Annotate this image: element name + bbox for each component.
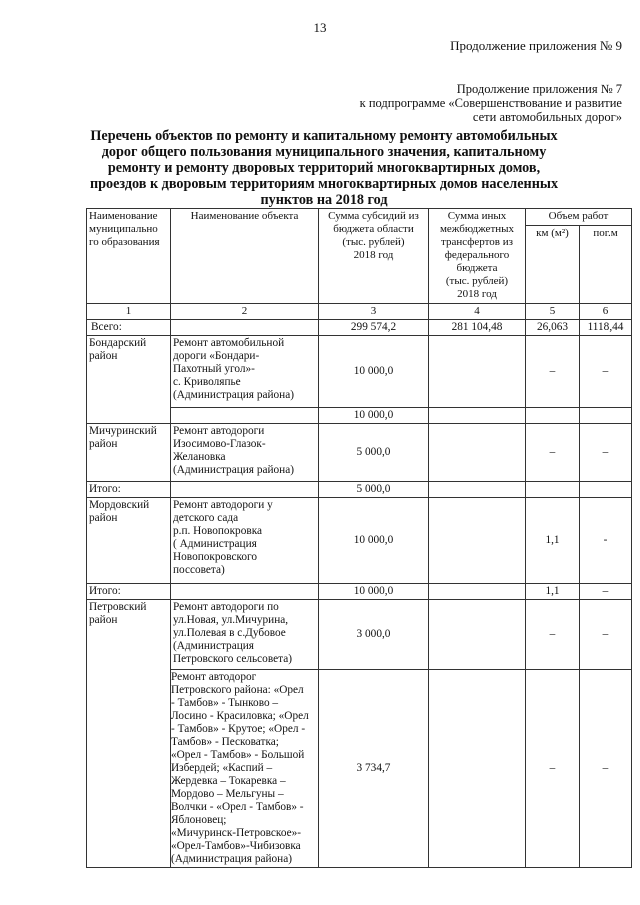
object-line: Изосимово-Глазок- [173, 438, 266, 450]
object-line: Пахотный угол»- [173, 363, 255, 375]
municipality-name: Мордовский [89, 499, 150, 511]
header-text: бюджета [456, 262, 498, 274]
municipality-name: район [89, 350, 118, 362]
municipality-name: Петровский [89, 601, 147, 613]
empty-cell [526, 482, 580, 498]
total-sum: 299 574,2 [319, 320, 429, 336]
empty-cell [429, 498, 526, 584]
appendix-7-line: сети автомобильных дорог» [472, 110, 622, 124]
title-line: дорог общего пользования муниципального значения, капитальному [101, 144, 547, 160]
subtotal-row [87, 584, 632, 600]
header-regional-subsidies [319, 209, 429, 304]
column-number: 2 [171, 304, 319, 320]
object-line: детского сада [173, 512, 239, 524]
empty-cell [526, 408, 580, 424]
header-text: бюджета области [333, 223, 414, 235]
subsidy-value: 10 000,0 [319, 498, 429, 584]
header-federal-transfers [429, 209, 526, 304]
appendix-7-line: Продолжение приложения № 7 [456, 82, 622, 96]
header-work-volume: Объем работ [526, 209, 632, 226]
object-cell [171, 670, 319, 868]
title-line: ремонту и ремонту дворовых территорий многоквартирных домов, [107, 160, 541, 176]
municipality-name: район [89, 614, 118, 626]
total-row [87, 320, 632, 336]
municipality-name: район [89, 512, 118, 524]
header-municipality [87, 209, 171, 304]
km-value: – [526, 600, 580, 670]
object-line: Ремонт автодороги [173, 425, 265, 437]
subtotal-sum: 10 000,0 [319, 408, 429, 424]
object-line: Тамбов» - Песковатка; [171, 736, 279, 748]
subtotal-sum: 5 000,0 [319, 482, 429, 498]
km-value: – [526, 336, 580, 408]
km-value: – [526, 424, 580, 482]
object-line: Избердей; «Каспий – [171, 762, 273, 774]
subsidy-value: 10 000,0 [319, 336, 429, 408]
object-line: Яблоновец; [171, 814, 227, 826]
municipality-cell [87, 424, 171, 482]
pm-value: - [580, 498, 632, 584]
subtotal-km: 1,1 [526, 584, 580, 600]
empty-cell [429, 584, 526, 600]
object-line: поссовета) [173, 564, 225, 576]
object-line: Новопокровского [173, 551, 258, 563]
object-line: Волчки - «Орел - Тамбов» - [171, 801, 304, 813]
total-transfers: 281 104,48 [429, 320, 526, 336]
object-cell [171, 498, 319, 584]
object-cell [171, 424, 319, 482]
object-line: (Администрация [173, 640, 254, 652]
header-text: 2018 год [457, 288, 497, 300]
title-line: пунктов на 2018 год [260, 192, 388, 208]
header-text: межбюджетных [439, 223, 515, 235]
object-line: Лосино - Красиловка; «Орел [171, 710, 309, 722]
subtotal-label: Итого: [87, 584, 171, 600]
appendix-7-line: к подпрограмме «Совершенствование и развитие [359, 96, 622, 110]
municipality-cell [87, 600, 171, 868]
empty-cell [429, 336, 526, 408]
object-line: Ремонт автодороги по [173, 601, 279, 613]
pm-value: – [580, 424, 632, 482]
header-text: Сумма иных [447, 210, 507, 222]
object-line: Ремонт автомобильной [173, 337, 285, 349]
header-object-name: Наименование объекта [171, 209, 319, 304]
column-number: 6 [580, 304, 632, 320]
object-line: Петровского сельсовета) [173, 653, 292, 665]
total-label: Всего: [87, 320, 171, 336]
objects-table [86, 208, 632, 868]
municipality-name: Мичуринский [89, 425, 157, 437]
column-number: 1 [87, 304, 171, 320]
subsidy-value: 3 734,7 [319, 670, 429, 868]
table-row [87, 498, 632, 584]
empty-cell [580, 482, 632, 498]
object-line: - Тамбов» - Тынково – [171, 697, 279, 709]
table-row [87, 600, 632, 670]
object-line: Жердевка – Токаревка – [171, 775, 286, 787]
municipality-cell [87, 336, 171, 424]
title-line: Перечень объектов по ремонту и капитальному ремонту автомобильных [90, 128, 558, 144]
object-line: «Орел - Тамбов» - Большой [171, 749, 305, 761]
object-line: (Администрация района) [171, 853, 292, 865]
header-linear-m: пог.м [580, 226, 632, 304]
header-text: Сумма субсидий из [328, 210, 419, 222]
total-km: 26,063 [526, 320, 580, 336]
object-line: р.п. Новопокровка [173, 525, 263, 537]
empty-cell [171, 408, 319, 424]
header-text: Наименование [89, 210, 158, 222]
empty-cell [429, 600, 526, 670]
pm-value: – [580, 336, 632, 408]
municipality-cell [87, 498, 171, 584]
table-header-row [87, 209, 632, 226]
municipality-name: Бондарский [89, 337, 147, 349]
subsidy-value: 3 000,0 [319, 600, 429, 670]
empty-cell [429, 482, 526, 498]
appendix-7-caption [302, 82, 622, 124]
empty-cell [429, 424, 526, 482]
empty-cell [580, 408, 632, 424]
empty-cell [171, 320, 319, 336]
km-value: 1,1 [526, 498, 580, 584]
object-cell [171, 600, 319, 670]
object-line: (Администрация района) [173, 464, 294, 476]
header-text: муниципально [89, 223, 158, 235]
subtotal-label: Итого: [87, 482, 171, 498]
object-line: ( Администрация [173, 538, 257, 550]
object-line: Петровского района: «Орел [171, 684, 304, 696]
object-line: Желановка [173, 451, 226, 463]
object-line: Ремонт автодороги у [173, 499, 273, 511]
header-text: го образования [89, 236, 160, 248]
empty-cell [171, 584, 319, 600]
empty-cell [429, 670, 526, 868]
table-row [87, 424, 632, 482]
subtotal-pm: – [580, 584, 632, 600]
title-line: проездов к дворовым территориям многоквартирных домов населенных [89, 176, 559, 192]
subtotal-sum: 10 000,0 [319, 584, 429, 600]
header-km: км (м²) [526, 226, 580, 304]
object-line: Ремонт автодорог [171, 671, 257, 683]
object-line: с. Криволяпье [173, 376, 241, 388]
object-line: (Администрация района) [173, 389, 294, 401]
object-line: дороги «Бондари- [173, 350, 260, 362]
subsidy-value: 5 000,0 [319, 424, 429, 482]
column-number: 3 [319, 304, 429, 320]
object-line: «Мичуринск-Петровское»- [171, 827, 302, 839]
header-text: (тыс. рублей) [445, 275, 509, 287]
header-text: федерального [444, 249, 510, 261]
object-line: «Орел-Тамбов»-Чибизовка [171, 840, 301, 852]
pm-value: – [580, 600, 632, 670]
header-text: трансфертов из [441, 236, 513, 248]
subtotal-row [87, 482, 632, 498]
empty-cell [171, 482, 319, 498]
page-number: 13 [313, 20, 327, 35]
municipality-name: район [89, 438, 118, 450]
document-title [78, 128, 570, 208]
column-number: 4 [429, 304, 526, 320]
object-line: ул.Новая, ул.Мичурина, [173, 614, 289, 626]
column-number-row [87, 304, 632, 320]
km-value: – [526, 670, 580, 868]
object-line: - Тамбов» - Крутое; «Орел - [171, 723, 306, 735]
header-text: (тыс. рублей) [342, 236, 405, 248]
appendix-9-caption: Продолжение приложения № 9 [450, 38, 622, 53]
header-text: 2018 год [353, 249, 394, 261]
object-cell [171, 336, 319, 408]
column-number: 5 [526, 304, 580, 320]
object-line: ул.Полевая в с.Дубовое [173, 627, 286, 639]
object-line: Мордово – Мельгуны – [171, 788, 284, 800]
empty-cell [429, 408, 526, 424]
total-pm: 1118,44 [580, 320, 632, 336]
table-row [87, 336, 632, 408]
pm-value: – [580, 670, 632, 868]
